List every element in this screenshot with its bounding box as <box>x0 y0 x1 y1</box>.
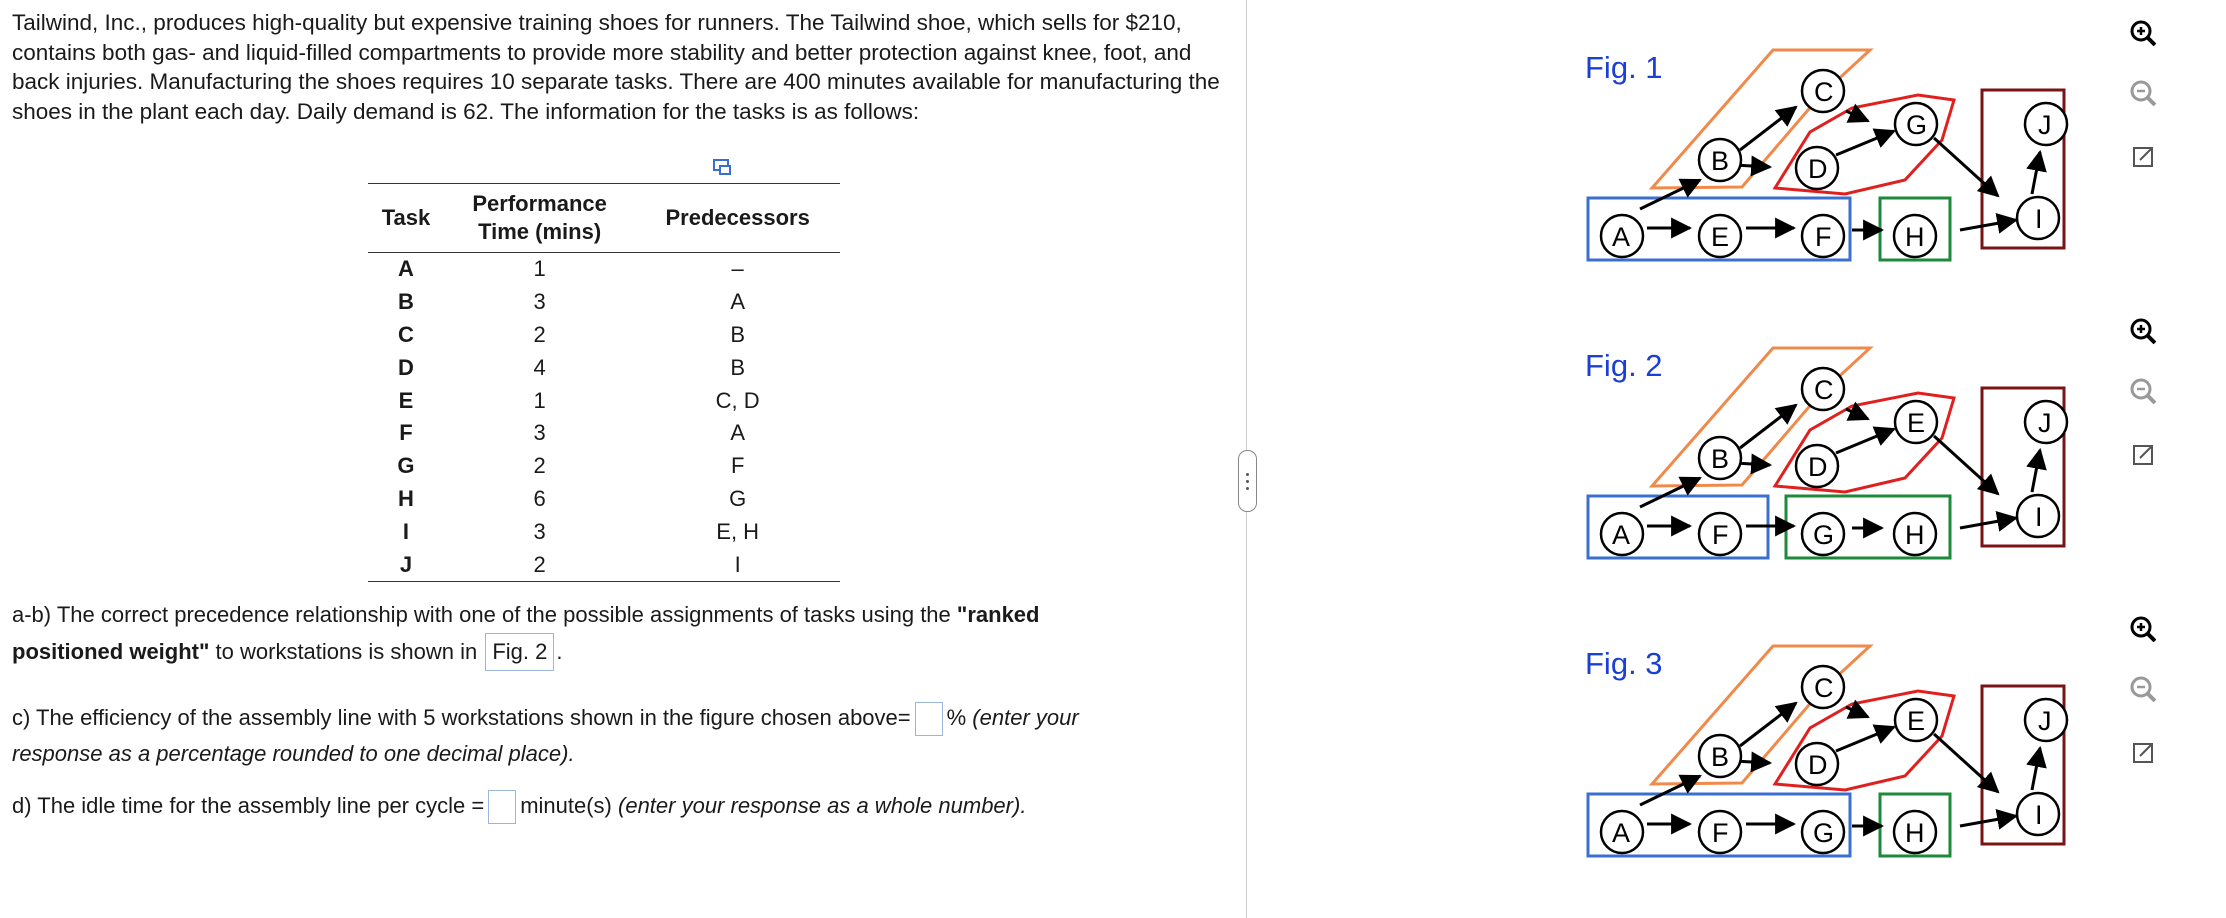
node-F <box>1699 513 1741 555</box>
task-cell: J <box>399 551 413 577</box>
node-A <box>1601 215 1643 257</box>
node-D <box>1796 743 1838 785</box>
question-d-text: d) The idle time for the assembly line per cycle = <box>12 793 485 818</box>
time-cell: 4 <box>533 354 546 380</box>
table-header-row <box>368 184 840 253</box>
svg-text:F: F <box>1712 818 1729 848</box>
zoom-in-icon[interactable] <box>2126 612 2160 646</box>
svg-text:H: H <box>1905 818 1925 848</box>
table-row <box>368 286 840 319</box>
pred-cell: A <box>730 289 746 315</box>
time-cell: 2 <box>533 551 546 577</box>
node-F <box>1699 811 1741 853</box>
node-B <box>1699 437 1741 479</box>
panel-resize-handle[interactable] <box>1238 450 1257 512</box>
question-c-hint-2: response as a percentage rounded to one decimal place). <box>12 741 575 767</box>
question-ab-bold: "ranked <box>956 602 1040 627</box>
time-cell: 3 <box>533 518 546 544</box>
task-cell: H <box>398 485 414 511</box>
time-cell: 3 <box>533 289 546 315</box>
node-F <box>1802 215 1844 257</box>
svg-text:E: E <box>1711 222 1730 252</box>
time-cell: 1 <box>533 387 546 413</box>
fig-label: Fig. 2 <box>1585 348 1663 383</box>
question-ab-text-2: to workstations is shown in <box>209 639 484 664</box>
popout-icon[interactable] <box>2126 736 2160 770</box>
node-G <box>1802 513 1844 555</box>
figure-1 <box>1560 40 2080 300</box>
pred-cell: A <box>730 420 746 446</box>
fig-label: Fig. 3 <box>1585 646 1663 681</box>
zoom-out-icon[interactable] <box>2126 76 2160 110</box>
pred-cell: G <box>729 485 747 511</box>
svg-text:F: F <box>1815 222 1832 252</box>
header-time-line1: Performance <box>472 191 607 216</box>
svg-text:B: B <box>1711 444 1730 474</box>
question-ab <box>12 597 1039 671</box>
figures-panel <box>1560 0 2080 918</box>
node-A <box>1601 811 1643 853</box>
time-cell: 1 <box>533 256 546 282</box>
node-D <box>1796 147 1838 189</box>
task-cell: I <box>402 518 410 544</box>
table-row <box>368 253 840 286</box>
figure-2 <box>1560 338 2080 598</box>
svg-text:G: G <box>1906 110 1928 140</box>
table-row <box>368 515 840 548</box>
node-G <box>1802 811 1844 853</box>
svg-text:B: B <box>1711 146 1730 176</box>
node-E <box>1699 215 1741 257</box>
svg-text:J: J <box>2038 110 2052 140</box>
table-row <box>368 450 840 483</box>
problem-intro: Tailwind, Inc., produces high-quality but expensive training shoes for runners. The Tailwind shoe, which sells for $210, contains both gas- and liquid-filled compartments to provide more stability and better protection against knee, foot, and back injuries. Manufacturing the shoes requires 10 separate tasks. There are 400 minutes available for manufacturing the shoes in the plant each day. Daily demand is 62. The information for the tasks is as follows: <box>12 10 1220 124</box>
node-H <box>1894 513 1936 555</box>
question-ab-bold-2: positioned weight" <box>12 639 210 664</box>
figure-select-dropdown[interactable]: Fig. 2 <box>485 633 554 671</box>
svg-text:F: F <box>1712 520 1729 550</box>
table-row <box>368 319 840 352</box>
node-H <box>1894 215 1936 257</box>
task-table <box>368 183 840 582</box>
task-cell: A <box>398 256 414 282</box>
node-G <box>1895 103 1937 145</box>
popout-icon[interactable] <box>2126 438 2160 472</box>
node-J <box>2025 699 2067 741</box>
svg-text:J: J <box>2038 706 2052 736</box>
svg-text:C: C <box>1814 375 1834 405</box>
svg-text:B: B <box>1711 742 1730 772</box>
idle-time-input[interactable] <box>488 790 516 824</box>
pred-cell: C, D <box>715 387 760 413</box>
pred-cell: B <box>730 321 746 347</box>
fig-label: Fig. 1 <box>1585 50 1663 85</box>
pred-cell: – <box>731 256 744 282</box>
table-row <box>368 483 840 516</box>
node-J <box>2025 103 2067 145</box>
node-B <box>1699 735 1741 777</box>
percent-unit: % <box>946 705 967 730</box>
node-I <box>2017 495 2059 537</box>
node-C <box>1802 368 1844 410</box>
efficiency-input[interactable] <box>915 702 943 736</box>
zoom-in-icon[interactable] <box>2126 314 2160 348</box>
node-E <box>1895 699 1937 741</box>
table-row <box>368 417 840 450</box>
copy-table-icon[interactable] <box>712 158 734 178</box>
time-cell: 6 <box>533 485 546 511</box>
time-cell: 3 <box>533 420 546 446</box>
svg-text:G: G <box>1813 520 1835 550</box>
svg-text:E: E <box>1907 408 1926 438</box>
table-row <box>368 351 840 384</box>
question-d-hint: (enter your response as a whole number). <box>611 793 1027 818</box>
header-time-line2: Time (mins) <box>478 219 602 244</box>
header-task: Task <box>381 205 431 230</box>
svg-text:J: J <box>2038 408 2052 438</box>
node-I <box>2017 197 2059 239</box>
svg-text:D: D <box>1808 452 1828 482</box>
node-A <box>1601 513 1643 555</box>
svg-text:E: E <box>1907 706 1926 736</box>
time-cell: 2 <box>533 321 546 347</box>
svg-text:H: H <box>1905 222 1925 252</box>
question-ab-text: a-b) The correct precedence relationship with one of the possible assignments of tasks using the <box>12 602 957 627</box>
svg-text:A: A <box>1612 818 1631 848</box>
zoom-out-icon[interactable] <box>2126 672 2160 706</box>
pred-cell: E, H <box>716 518 760 544</box>
node-J <box>2025 401 2067 443</box>
node-E <box>1895 401 1937 443</box>
svg-text:I: I <box>2035 502 2043 532</box>
task-cell: E <box>398 387 414 413</box>
question-c-hint: (enter your <box>966 705 1079 730</box>
svg-text:D: D <box>1808 154 1828 184</box>
node-I <box>2017 793 2059 835</box>
header-predecessors: Predecessors <box>665 205 810 230</box>
svg-text:A: A <box>1612 222 1631 252</box>
table-row <box>368 548 840 581</box>
task-cell: D <box>398 354 414 380</box>
figure-3 <box>1560 636 2080 896</box>
svg-text:C: C <box>1814 77 1834 107</box>
svg-text:A: A <box>1612 520 1631 550</box>
svg-text:H: H <box>1905 520 1925 550</box>
task-cell: C <box>398 321 414 347</box>
pred-cell: I <box>734 551 741 577</box>
zoom-in-icon[interactable] <box>2126 16 2160 50</box>
popout-icon[interactable] <box>2126 140 2160 174</box>
question-d <box>12 788 1026 824</box>
table-row <box>368 384 840 417</box>
time-cell: 2 <box>533 453 546 479</box>
question-ab-end: . <box>556 639 563 664</box>
task-cell: F <box>399 420 413 446</box>
pred-cell: B <box>730 354 746 380</box>
svg-text:C: C <box>1814 673 1834 703</box>
svg-text:I: I <box>2035 800 2043 830</box>
svg-text:D: D <box>1808 750 1828 780</box>
question-c <box>12 700 1079 772</box>
node-C <box>1802 666 1844 708</box>
minutes-unit: minute(s) <box>520 793 612 818</box>
svg-text:G: G <box>1813 818 1835 848</box>
header-time <box>444 184 635 253</box>
node-D <box>1796 445 1838 487</box>
zoom-out-icon[interactable] <box>2126 374 2160 408</box>
node-C <box>1802 70 1844 112</box>
task-cell: G <box>397 453 415 479</box>
svg-text:I: I <box>2035 204 2043 234</box>
node-H <box>1894 811 1936 853</box>
task-cell: B <box>398 289 414 315</box>
pred-cell: F <box>730 453 745 479</box>
question-c-text: c) The efficiency of the assembly line with 5 workstations shown in the figure chosen above= <box>12 705 911 730</box>
node-B <box>1699 139 1741 181</box>
